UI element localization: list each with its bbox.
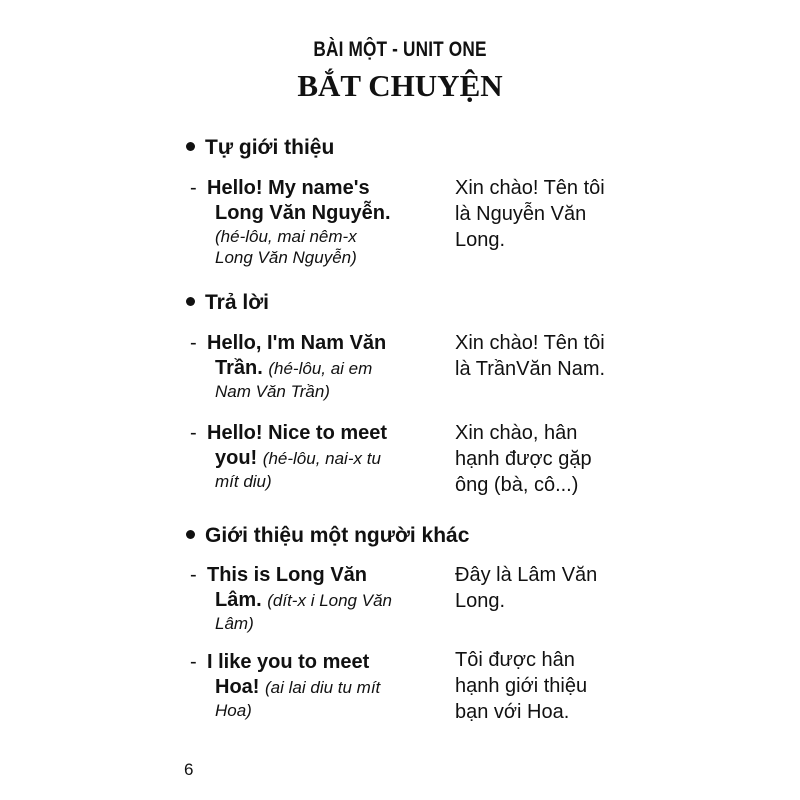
section-heading-reply (186, 291, 269, 315)
translation-line: là TrầnVăn Nam. (455, 358, 606, 380)
english-phrase-line: I like you to meet (207, 651, 370, 673)
translation-line: Đây là Lâm Văn (455, 564, 598, 586)
english-phrase-word: Lâm. (215, 589, 262, 611)
dash-marker: - (190, 422, 197, 444)
section-heading-label: Trả lời (205, 291, 269, 314)
english-phrase-line-with-pron (190, 675, 430, 700)
dash-marker: - (190, 177, 197, 199)
dash-marker: - (190, 651, 197, 673)
english-phrase-line-with-pron (190, 356, 430, 381)
pronunciation-inline: (ai lai diu tu mít (265, 678, 381, 697)
pronunciation-inline: (hé-lôu, ai em (268, 359, 373, 378)
translation-line: Xin chào! Tên tôi (455, 332, 605, 354)
english-phrase-line: Hello! My name's (207, 177, 370, 199)
vietnamese-translation (455, 562, 655, 614)
vietnamese-translation (455, 175, 655, 253)
english-phrase-line: Hello! Nice to meet (207, 422, 388, 444)
section-heading-introduce-other (186, 524, 469, 548)
pronunciation-line: Long Văn Nguyễn) (215, 248, 357, 267)
english-phrase-word: you! (215, 447, 258, 469)
translation-line: hạnh giới thiệu (455, 675, 588, 697)
english-phrase-word: Trần. (215, 357, 263, 379)
vietnamese-translation (455, 647, 655, 725)
section-heading-self-intro (186, 136, 334, 160)
section-heading-label: Giới thiệu một người khác (205, 524, 470, 547)
translation-line: Long. (455, 229, 506, 251)
section-heading-label: Tự giới thiệu (205, 136, 335, 159)
pronunciation-line: Lâm) (215, 614, 254, 633)
vietnamese-translation (455, 420, 655, 498)
bullet-icon (186, 142, 195, 151)
translation-line: là Nguyễn Văn (455, 203, 587, 225)
translation-line: Long. (455, 590, 506, 612)
bullet-icon (186, 297, 195, 306)
english-phrase-entry (190, 421, 430, 492)
translation-line: Tôi được hân (455, 649, 575, 671)
english-phrase-entry (190, 650, 430, 721)
english-phrase-word: Hoa! (215, 676, 260, 698)
pronunciation-line: (hé-lôu, mai nêm-x (215, 227, 357, 246)
dash-marker: - (190, 332, 197, 354)
english-phrase-line-with-pron (190, 588, 430, 613)
lesson-title: BẮT CHUYỆN (297, 68, 503, 103)
bullet-icon (186, 530, 195, 539)
english-phrase-entry (190, 563, 430, 634)
english-phrase-line-with-pron (190, 446, 430, 471)
page-number: 6 (184, 760, 194, 779)
pronunciation-line: mít diu) (215, 472, 272, 491)
vietnamese-translation (455, 330, 655, 382)
translation-line: hạnh được gặp (455, 448, 592, 470)
translation-line: ông (bà, cô...) (455, 474, 579, 496)
translation-line: bạn với Hoa. (455, 701, 570, 723)
english-phrase-entry (190, 331, 430, 402)
english-phrase-line: This is Long Văn (207, 564, 368, 586)
pronunciation-inline: (dít-x i Long Văn (267, 591, 392, 610)
translation-line: Xin chào, hân (455, 422, 578, 444)
dash-marker: - (190, 564, 197, 586)
pronunciation-line: Hoa) (215, 701, 252, 720)
pronunciation-inline: (hé-lôu, nai-x tu (262, 449, 381, 468)
translation-line: Xin chào! Tên tôi (455, 177, 605, 199)
english-phrase-entry (190, 176, 430, 268)
unit-header: BÀI MỘT - UNIT ONE (313, 38, 487, 61)
english-phrase-line: Long Văn Nguyễn. (215, 202, 391, 224)
pronunciation-line: Nam Văn Trần) (215, 382, 330, 401)
english-phrase-line: Hello, I'm Nam Văn (207, 332, 387, 354)
